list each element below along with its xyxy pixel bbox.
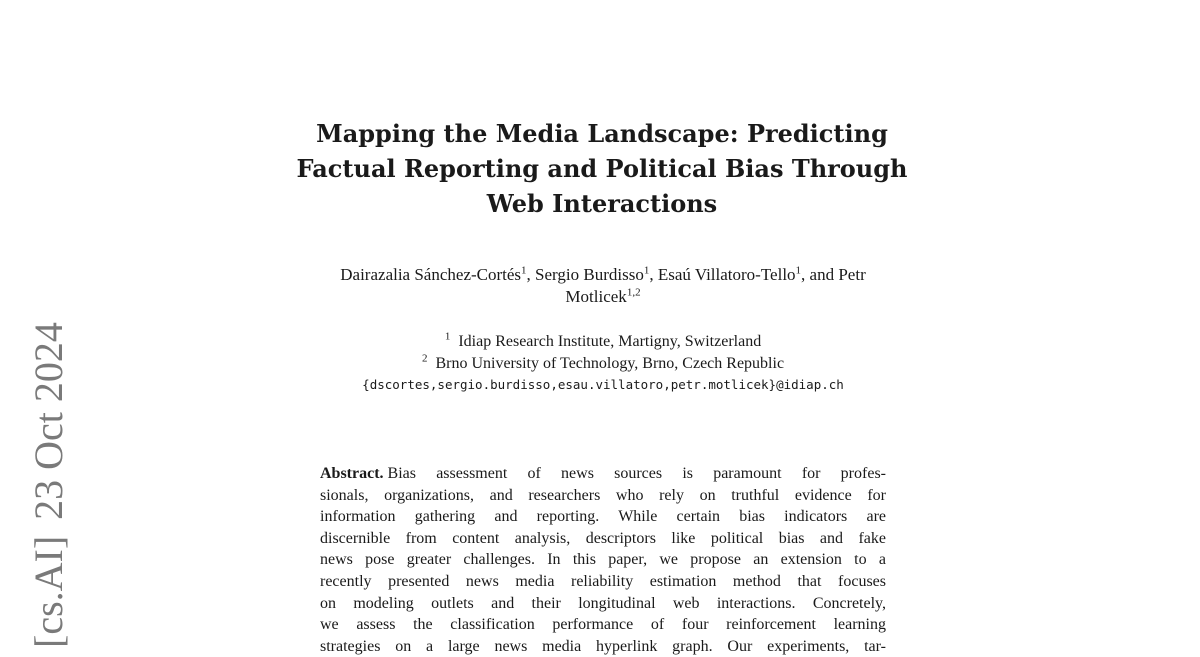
paper-title (240, 116, 964, 221)
author-emails: {dscortes,sergio.burdisso,esau.villatoro,petr.motlicek}@idiap.ch (362, 377, 844, 392)
affiliation-item (250, 353, 956, 375)
abstract-line: information gathering and reporting. While certain bias indicators are (320, 508, 886, 526)
affiliation-mark: 1 (444, 330, 451, 343)
author-list (250, 264, 956, 308)
abstract-line: we assess the classification performance of four reinforcement learning (320, 616, 886, 634)
abstract-line: strategies on a large news media hyperlink graph. Our experiments, tar- (320, 637, 886, 655)
author-line (250, 264, 956, 286)
affiliation-mark: 2 (421, 352, 428, 365)
abstract-line: sionals, organizations, and researchers who rely on truthful evidence for (320, 486, 886, 504)
affiliation-text: Brno University of Technology, Brno, Czech Republic (435, 354, 785, 372)
title-line: Mapping the Media Landscape: Predicting (316, 119, 888, 148)
author-affiliation-mark: 1,2 (626, 286, 641, 299)
author-name: Motlicek (565, 287, 627, 306)
abstract-line (320, 463, 886, 485)
abstract (320, 463, 886, 657)
affiliations (250, 331, 956, 396)
abstract-line: recently presented news media reliability estimation method that focuses (320, 572, 886, 590)
author-affiliation-mark: 1 (643, 264, 650, 277)
abstract-keyword: Abstract. (320, 465, 384, 482)
author-affiliation-mark: 1 (795, 264, 802, 277)
abstract-text: Bias assessment of news sources is paramount for profes- (387, 465, 886, 482)
author-name: , Esaú Villatoro-Tello (649, 265, 796, 284)
title-line: Web Interactions (486, 189, 718, 218)
author-name: , and Petr (801, 265, 866, 284)
arxiv-category: [cs.AI] (26, 535, 71, 648)
abstract-line: discernible from content analysis, descriptors like political bias and fake (320, 529, 886, 547)
affiliation-text: Idiap Research Institute, Martigny, Switzerland (458, 333, 762, 350)
abstract-line: news pose greater challenges. In this paper, we propose an extension to a (320, 551, 886, 569)
author-name: Dairazalia Sánchez-Cortés (340, 265, 522, 284)
arxiv-identifier-stamp (25, 318, 73, 648)
arxiv-date: 23 Oct 2024 (26, 322, 71, 520)
author-affiliation-mark: 1 (521, 264, 527, 277)
abstract-line: on modeling outlets and their longitudinal web interactions. Concretely, (320, 594, 886, 612)
affiliation-item (250, 331, 956, 353)
author-name: , Sergio Burdisso (526, 265, 644, 284)
title-line: Factual Reporting and Political Bias Through (296, 154, 908, 183)
author-line (250, 286, 956, 308)
